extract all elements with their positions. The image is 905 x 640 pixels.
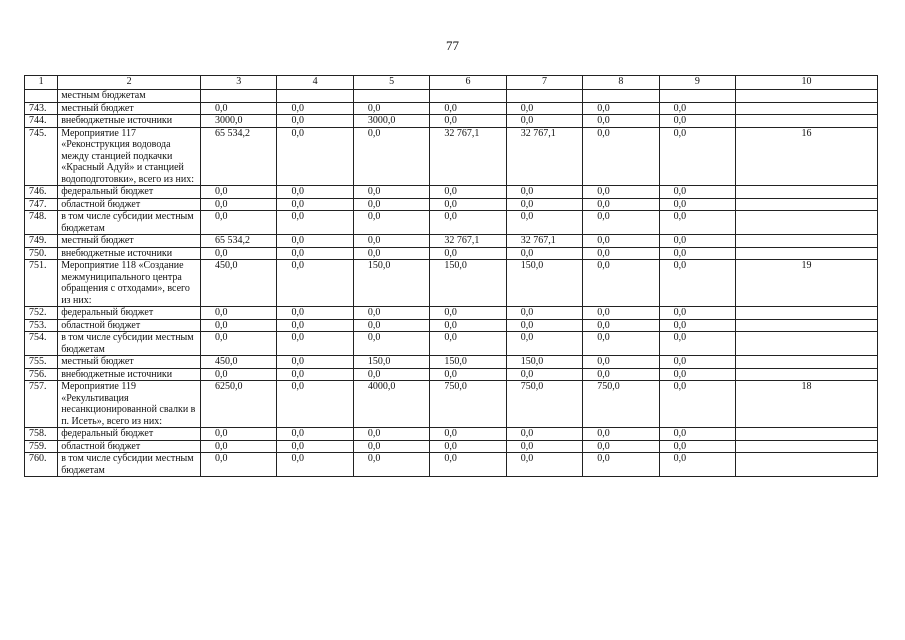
column-header: 8: [583, 76, 659, 90]
value-cell: 0,0: [583, 307, 659, 320]
value-cell: 32 767,1: [506, 127, 582, 186]
value-cell: 32 767,1: [430, 127, 506, 186]
column-header: 2: [58, 76, 201, 90]
value-cell: [736, 211, 878, 235]
value-cell: 0,0: [430, 307, 506, 320]
column-header: 4: [277, 76, 353, 90]
value-cell: 0,0: [583, 186, 659, 199]
row-number-cell: 754.: [25, 332, 58, 356]
value-cell: 0,0: [277, 260, 353, 307]
row-number-cell: [25, 90, 58, 103]
value-cell: 0,0: [201, 307, 277, 320]
value-cell: 0,0: [353, 102, 429, 115]
value-cell: [736, 319, 878, 332]
value-cell: 0,0: [430, 440, 506, 453]
value-cell: 0,0: [277, 115, 353, 128]
value-cell: 0,0: [430, 115, 506, 128]
value-cell: 0,0: [430, 332, 506, 356]
value-cell: 0,0: [659, 332, 735, 356]
value-cell: 0,0: [430, 428, 506, 441]
row-number-cell: 752.: [25, 307, 58, 320]
value-cell: 0,0: [430, 198, 506, 211]
value-cell: 0,0: [201, 319, 277, 332]
value-cell: 3000,0: [353, 115, 429, 128]
row-name-cell: областной бюджет: [58, 440, 201, 453]
row-number-cell: 758.: [25, 428, 58, 441]
value-cell: 0,0: [583, 319, 659, 332]
value-cell: 0,0: [201, 428, 277, 441]
value-cell: 32 767,1: [430, 235, 506, 248]
column-header: 7: [506, 76, 582, 90]
value-cell: 0,0: [353, 307, 429, 320]
row-name-cell: местный бюджет: [58, 235, 201, 248]
value-cell: 0,0: [430, 102, 506, 115]
value-cell: 150,0: [353, 356, 429, 369]
value-cell: 0,0: [659, 198, 735, 211]
value-cell: 0,0: [506, 453, 582, 477]
value-cell: 0,0: [353, 428, 429, 441]
value-cell: [736, 198, 878, 211]
header-row: [25, 76, 878, 90]
value-cell: 0,0: [201, 453, 277, 477]
value-cell: 0,0: [659, 247, 735, 260]
value-cell: 0,0: [277, 211, 353, 235]
value-cell: 0,0: [506, 115, 582, 128]
value-cell: 0,0: [277, 235, 353, 248]
page-number: 77: [446, 38, 459, 53]
value-cell: 0,0: [277, 332, 353, 356]
value-cell: 150,0: [430, 356, 506, 369]
value-cell: [353, 90, 429, 103]
row-name-cell: Мероприятие 117 «Реконструкция водовода между станцией подкачки «Красный Адуй» и станцией водоподготовки», всего из них:: [58, 127, 201, 186]
value-cell: [736, 115, 878, 128]
column-header: 10: [736, 76, 878, 90]
value-cell: 0,0: [277, 319, 353, 332]
value-cell: 0,0: [506, 186, 582, 199]
value-cell: 0,0: [353, 368, 429, 381]
table-row: [25, 102, 878, 115]
table-row: [25, 260, 878, 307]
row-name-cell: внебюджетные источники: [58, 247, 201, 260]
row-name-cell: областной бюджет: [58, 319, 201, 332]
value-cell: 0,0: [583, 260, 659, 307]
value-cell: 65 534,2: [201, 127, 277, 186]
value-cell: 0,0: [506, 368, 582, 381]
value-cell: 0,0: [583, 453, 659, 477]
value-cell: [736, 356, 878, 369]
value-cell: 150,0: [430, 260, 506, 307]
column-header: 5: [353, 76, 429, 90]
row-number-cell: 744.: [25, 115, 58, 128]
value-cell: [736, 102, 878, 115]
row-name-cell: федеральный бюджет: [58, 428, 201, 441]
value-cell: 0,0: [353, 453, 429, 477]
value-cell: [430, 90, 506, 103]
value-cell: 0,0: [353, 319, 429, 332]
value-cell: 0,0: [659, 235, 735, 248]
value-cell: [736, 428, 878, 441]
value-cell: [736, 332, 878, 356]
value-cell: 0,0: [506, 319, 582, 332]
value-cell: 0,0: [353, 332, 429, 356]
table-row: [25, 247, 878, 260]
table-row: [25, 127, 878, 186]
value-cell: 18: [736, 381, 878, 428]
value-cell: 0,0: [353, 440, 429, 453]
table-row: [25, 90, 878, 103]
value-cell: [506, 90, 582, 103]
value-cell: 750,0: [583, 381, 659, 428]
value-cell: 0,0: [506, 440, 582, 453]
value-cell: 750,0: [506, 381, 582, 428]
value-cell: 32 767,1: [506, 235, 582, 248]
table-row: [25, 332, 878, 356]
value-cell: [736, 247, 878, 260]
value-cell: 750,0: [430, 381, 506, 428]
value-cell: 0,0: [583, 127, 659, 186]
value-cell: 0,0: [659, 368, 735, 381]
table-row: [25, 307, 878, 320]
value-cell: 65 534,2: [201, 235, 277, 248]
value-cell: [583, 90, 659, 103]
row-number-cell: 748.: [25, 211, 58, 235]
value-cell: 0,0: [583, 247, 659, 260]
table-row: [25, 186, 878, 199]
value-cell: 0,0: [659, 428, 735, 441]
value-cell: [736, 440, 878, 453]
row-number-cell: 755.: [25, 356, 58, 369]
value-cell: [659, 90, 735, 103]
table-row: [25, 356, 878, 369]
row-number-cell: 745.: [25, 127, 58, 186]
value-cell: 0,0: [201, 211, 277, 235]
value-cell: 0,0: [659, 260, 735, 307]
value-cell: 0,0: [659, 381, 735, 428]
table-row: [25, 428, 878, 441]
value-cell: 0,0: [659, 440, 735, 453]
value-cell: 0,0: [506, 102, 582, 115]
value-cell: 0,0: [277, 307, 353, 320]
value-cell: [736, 90, 878, 103]
value-cell: 16: [736, 127, 878, 186]
value-cell: 0,0: [583, 198, 659, 211]
table-row: [25, 319, 878, 332]
value-cell: 0,0: [201, 102, 277, 115]
row-number-cell: 746.: [25, 186, 58, 199]
row-name-cell: в том числе субсидии местным бюджетам: [58, 211, 201, 235]
row-number-cell: 751.: [25, 260, 58, 307]
row-number-cell: 756.: [25, 368, 58, 381]
column-header: 3: [201, 76, 277, 90]
value-cell: 0,0: [583, 115, 659, 128]
value-cell: [736, 368, 878, 381]
table-row: [25, 368, 878, 381]
row-name-cell: местным бюджетам: [58, 90, 201, 103]
table-row: [25, 198, 878, 211]
value-cell: 0,0: [430, 186, 506, 199]
value-cell: 0,0: [201, 440, 277, 453]
value-cell: 0,0: [506, 198, 582, 211]
value-cell: 0,0: [353, 127, 429, 186]
row-number-cell: 759.: [25, 440, 58, 453]
value-cell: 0,0: [430, 453, 506, 477]
table-row: [25, 211, 878, 235]
row-name-cell: федеральный бюджет: [58, 307, 201, 320]
value-cell: 150,0: [353, 260, 429, 307]
value-cell: 0,0: [430, 211, 506, 235]
row-number-cell: 760.: [25, 453, 58, 477]
value-cell: 0,0: [659, 356, 735, 369]
row-number-cell: 750.: [25, 247, 58, 260]
value-cell: 0,0: [353, 235, 429, 248]
value-cell: 0,0: [277, 453, 353, 477]
value-cell: 0,0: [659, 186, 735, 199]
value-cell: [201, 90, 277, 103]
row-number-cell: 757.: [25, 381, 58, 428]
value-cell: 0,0: [277, 381, 353, 428]
value-cell: [736, 453, 878, 477]
value-cell: 0,0: [659, 115, 735, 128]
value-cell: 0,0: [201, 368, 277, 381]
row-name-cell: местный бюджет: [58, 102, 201, 115]
value-cell: 0,0: [583, 428, 659, 441]
value-cell: 0,0: [583, 356, 659, 369]
value-cell: 0,0: [506, 332, 582, 356]
value-cell: 4000,0: [353, 381, 429, 428]
row-name-cell: Мероприятие 118 «Создание межмуниципального центра обращения с отходами», всего из них:: [58, 260, 201, 307]
value-cell: 0,0: [277, 186, 353, 199]
value-cell: 0,0: [353, 247, 429, 260]
value-cell: 450,0: [201, 260, 277, 307]
table-row: [25, 235, 878, 248]
value-cell: 0,0: [277, 440, 353, 453]
value-cell: 19: [736, 260, 878, 307]
row-name-cell: областной бюджет: [58, 198, 201, 211]
row-name-cell: внебюджетные источники: [58, 115, 201, 128]
value-cell: 0,0: [583, 368, 659, 381]
value-cell: 0,0: [659, 307, 735, 320]
value-cell: 0,0: [506, 247, 582, 260]
value-cell: 0,0: [659, 127, 735, 186]
row-number-cell: 749.: [25, 235, 58, 248]
value-cell: 0,0: [506, 307, 582, 320]
value-cell: 0,0: [583, 235, 659, 248]
value-cell: 0,0: [277, 356, 353, 369]
value-cell: 0,0: [583, 440, 659, 453]
value-cell: 0,0: [277, 368, 353, 381]
value-cell: 0,0: [353, 211, 429, 235]
value-cell: 0,0: [353, 198, 429, 211]
value-cell: 6250,0: [201, 381, 277, 428]
value-cell: 0,0: [506, 211, 582, 235]
value-cell: 0,0: [583, 332, 659, 356]
value-cell: 0,0: [201, 332, 277, 356]
value-cell: [736, 307, 878, 320]
value-cell: 450,0: [201, 356, 277, 369]
column-header: 9: [659, 76, 735, 90]
value-cell: 0,0: [583, 211, 659, 235]
row-number-cell: 743.: [25, 102, 58, 115]
value-cell: [277, 90, 353, 103]
value-cell: 0,0: [277, 102, 353, 115]
column-header: 6: [430, 76, 506, 90]
value-cell: 0,0: [201, 247, 277, 260]
value-cell: 0,0: [659, 102, 735, 115]
value-cell: 0,0: [659, 211, 735, 235]
value-cell: 150,0: [506, 260, 582, 307]
value-cell: 0,0: [277, 428, 353, 441]
value-cell: 3000,0: [201, 115, 277, 128]
value-cell: 0,0: [583, 102, 659, 115]
row-number-cell: 753.: [25, 319, 58, 332]
row-name-cell: Мероприятие 119 «Рекультивация несанкционированной свалки в п. Исеть», всего из них:: [58, 381, 201, 428]
value-cell: 0,0: [506, 428, 582, 441]
value-cell: [736, 186, 878, 199]
value-cell: 0,0: [659, 453, 735, 477]
row-name-cell: в том числе субсидии местным бюджетам: [58, 332, 201, 356]
table-row: [25, 440, 878, 453]
value-cell: 0,0: [353, 186, 429, 199]
value-cell: 0,0: [277, 198, 353, 211]
row-name-cell: местный бюджет: [58, 356, 201, 369]
row-name-cell: в том числе субсидии местным бюджетам: [58, 453, 201, 477]
table-row: [25, 453, 878, 477]
value-cell: 0,0: [430, 319, 506, 332]
table-row: [25, 381, 878, 428]
table-row: [25, 115, 878, 128]
value-cell: 150,0: [506, 356, 582, 369]
value-cell: 0,0: [277, 247, 353, 260]
row-number-cell: 747.: [25, 198, 58, 211]
column-header: 1: [25, 76, 58, 90]
row-name-cell: внебюджетные источники: [58, 368, 201, 381]
value-cell: 0,0: [430, 247, 506, 260]
value-cell: 0,0: [277, 127, 353, 186]
row-name-cell: федеральный бюджет: [58, 186, 201, 199]
budget-table: [24, 75, 878, 477]
value-cell: 0,0: [430, 368, 506, 381]
value-cell: 0,0: [201, 186, 277, 199]
value-cell: 0,0: [659, 319, 735, 332]
value-cell: [736, 235, 878, 248]
value-cell: 0,0: [201, 198, 277, 211]
